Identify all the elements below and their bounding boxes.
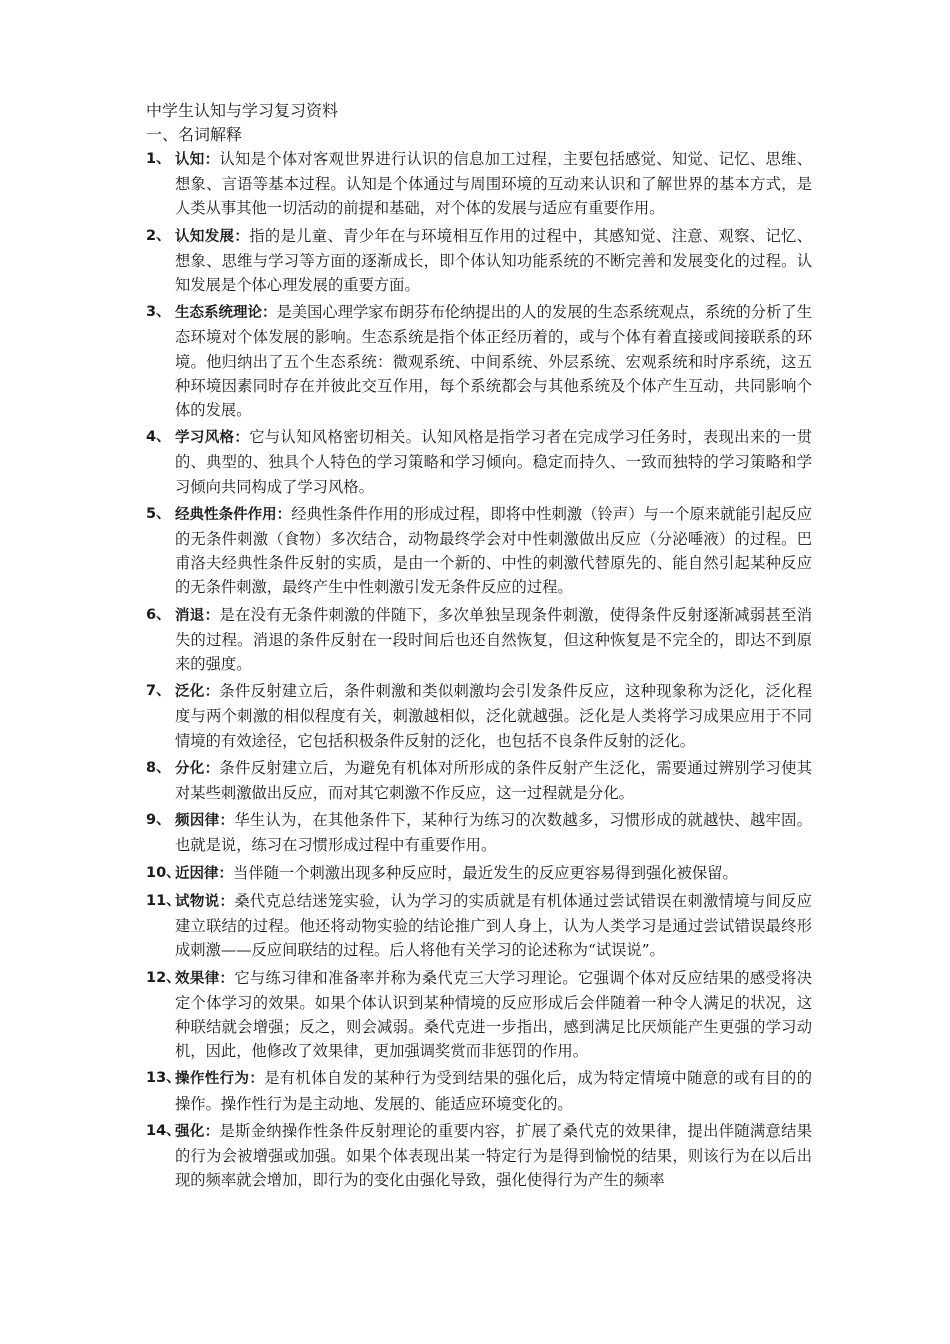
- entry-definition: 认知是个体对客观世界进行认识的信息加工过程，主要包括感觉、知觉、记忆、思维、想象、言语等基本过程。认知是个体通过与周围环境的互动来认识和了解世界的基本方式，是人类从事其他一切活动的前提和基础，对个体的发展与适应有重要作用。: [175, 150, 812, 218]
- entry-term: 效果律：: [175, 970, 235, 987]
- definition-entry: [146, 224, 812, 298]
- entry-number: 2、: [146, 227, 171, 244]
- entry-definition: 是有机体自发的某种行为受到结果的强化后，成为特定情境中随意的或有目的的操作。操作性行为是主动地、发展的、能适应环境变化的。: [175, 1069, 813, 1113]
- entry-definition: 它与认知风格密切相关。认知风格是指学习者在完成学习任务时，表现出来的一贯的、典型的、独具个人特色的学习策略和学习倾向。稳定而持久、一致而独特的学习策略和学习倾向共同构成了学习风格。: [175, 428, 812, 496]
- entry-number: 10、: [146, 864, 181, 881]
- definition-entry: [146, 756, 812, 805]
- entry-number: 13、: [146, 1070, 181, 1087]
- definition-entry: [146, 861, 812, 886]
- entry-term: 认知发展：: [175, 228, 250, 245]
- entry-number: 7、: [146, 683, 171, 700]
- entry-term: 强化：: [175, 1123, 220, 1140]
- definition-entry: [146, 425, 812, 499]
- entry-definition: 华生认为，在其他条件下，某种行为练习的次数越多，习惯形成的就越快、越牢固。也就是说，练习在习惯形成过程中有重要作用。: [175, 811, 812, 855]
- definition-entry: [146, 679, 812, 753]
- section-heading: 一、名词解释: [146, 125, 243, 144]
- entry-definition: 条件反射建立后，条件刺激和类似刺激均会引发条件反应，这种现象称为泛化，泛化程度与两个刺激的相似程度有关，刺激越相似，泛化就越强。泛化是人类将学习成果应用于不同情境的有效途径，它包括积极条件反射的泛化，也包括不良条件反射的泛化。: [175, 682, 812, 750]
- entry-term: 泛化：: [175, 684, 220, 701]
- definition-entry: [146, 1119, 812, 1193]
- entry-number: 5、: [146, 505, 171, 522]
- definition-entry: [146, 603, 812, 677]
- entry-number: 8、: [146, 759, 171, 776]
- entry-definition: 条件反射建立后，为避免有机体对所形成的条件反射产生泛化，需要通过辨别学习使其对某些刺激做出反应，而对其它刺激不作反应，这一过程就是分化。: [175, 758, 812, 803]
- definition-list: [146, 147, 812, 1192]
- entry-term: 经典性条件作用：: [175, 506, 292, 523]
- definition-entry: [146, 808, 812, 857]
- entry-term: 生态系统理论：: [175, 305, 277, 322]
- entry-definition: 当伴随一个刺激出现多种反应时，最近发生的反应更容易得到强化被保留。: [233, 863, 738, 882]
- entry-term: 近因律：: [175, 865, 233, 882]
- document-title: 中学生认知与学习复习资料: [146, 101, 339, 120]
- entry-number: 1、: [146, 151, 171, 167]
- entry-number: 3、: [146, 304, 171, 321]
- entry-definition: 是斯金纳操作性条件反射理论的重要内容，扩展了桑代克的效果律，提出伴随满意结果的行为会被增强或加强。如果个体表现出某一特定行为是得到愉悦的结果，则该行为在以后出现的频率就会增加，即行为的变化由强化导致，强化使得行为产生的频率: [175, 1121, 812, 1190]
- entry-term: 分化：: [175, 760, 220, 777]
- entry-term: 操作性行为：: [175, 1071, 265, 1088]
- entry-number: 4、: [146, 429, 171, 446]
- entry-term: 消退：: [175, 607, 220, 624]
- definition-entry: [146, 889, 812, 963]
- entry-term: 试物说：: [175, 893, 235, 910]
- entry-number: 6、: [146, 606, 171, 623]
- entry-number: 14、: [146, 1122, 181, 1139]
- entry-number: 12、: [146, 969, 181, 986]
- entry-definition: 经典性条件作用的形成过程，即将中性刺激（铃声）与一个原来就能引起反应的无条件刺激（食物）多次结合，动物最终学会对中性刺激做出反应（分泌唾液）的过程。巴甫洛夫经典性条件反射的实质，是由一个新的、中性的刺激代替原先的、能自然引起某种反应的无条件刺激，最终产生中性刺激引发无条件反应的过程。: [175, 504, 813, 597]
- entry-definition: 桑代克总结迷笼实验，认为学习的实质就是有机体通过尝试错误在刺激情境与间反应建立联结的过程。他还将动物实验的结论推广到人身上，认为人类学习是通过尝试错误最终形成刺激——反应间联结的过程。后人将他有关学习的论述称为“试误说”。: [175, 891, 812, 960]
- definition-entry: [146, 966, 812, 1064]
- entry-term: 频因律：: [175, 813, 235, 830]
- definition-entry: [146, 1066, 812, 1115]
- entry-definition: 它与练习律和准备率并称为桑代克三大学习理论。它强调个体对反应结果的感受将决定个体学习的效果。如果个体认识到某种情境的反应形成后会伴随着一种令人满足的状况，这种联结就会增强；反之，则会减弱。桑代克进一步指出，感到满足比厌烦能产生更强的学习动机，因此，他修改了效果律，更加强调奖赏而非惩罚的作用。: [175, 968, 812, 1061]
- definition-entry: [146, 300, 812, 422]
- entry-number: 11、: [146, 892, 181, 909]
- entry-term: 学习风格：: [175, 430, 250, 447]
- entry-definition: 是在没有无条件刺激的伴随下，多次单独呈现条件刺激，使得条件反射逐渐减弱甚至消失的过程。消退的条件反射在一段时间后也还自然恢复，但这种恢复是不完全的，即达不到原来的强度。: [175, 605, 812, 674]
- entry-definition: 指的是儿童、青少年在与环境相互作用的过程中，其感知觉、注意、观察、记忆、想象、思维与学习等方面的逐渐成长，即个体认知功能系统的不断完善和发展变化的过程。认知发展是个体心理发展的重要方面。: [175, 226, 812, 295]
- entry-definition: 是美国心理学家布朗芬布伦纳提出的人的发展的生态系统观点，系统的分析了生态环境对个体发展的影响。生态系统是指个体正经历着的，或与个体有着直接或间接联系的环境。他归纳出了五个生态系统：微观系统、中间系统、外层系统、宏观系统和时序系统，这五种环境因素同时存在并彼此交互作用，每个系统都会与其他系统及个体产生互动，共同影响个体的发展。: [175, 303, 812, 420]
- definition-entry: [146, 147, 812, 221]
- entry-term: 认知：: [175, 152, 220, 168]
- entry-number: 9、: [146, 812, 171, 829]
- definition-entry: [146, 502, 812, 600]
